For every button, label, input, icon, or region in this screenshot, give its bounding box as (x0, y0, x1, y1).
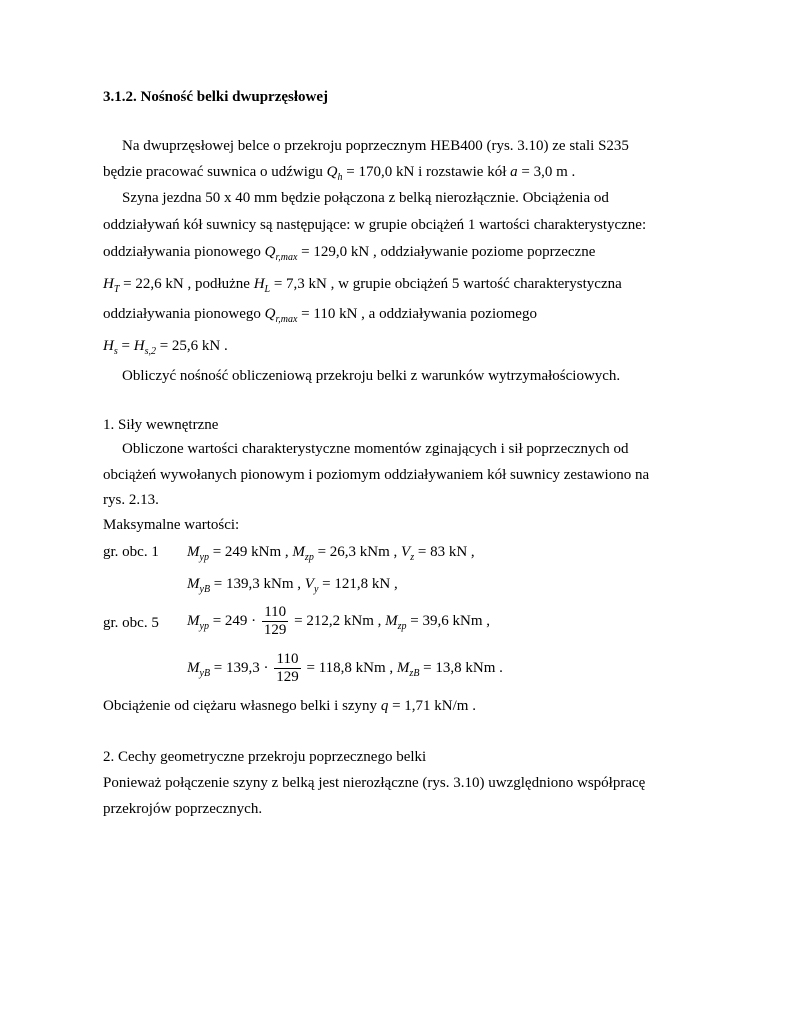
math-symbol: H (133, 338, 145, 354)
math-symbol: q (380, 698, 389, 714)
formula-line: $M_{yB} = 139,3$ · $\frac{110}{129}$ = 118,8 kNm , $M_{zB} = 13,8$ kNm . (187, 651, 503, 685)
fraction: $\frac{110}{129}$ (276, 651, 299, 685)
paragraph-line: oddziaływania pionowego $Q_{r,max} = 110$ kN , a oddziaływania poziomego (103, 306, 537, 325)
paragraph-line: Obliczone wartości charakterystyczne momentów zginających i sił poprzecznych od (122, 441, 629, 457)
paragraph-line: Obliczyć nośność obliczeniową przekroju belki z warunków wytrzymałościowych. (122, 368, 621, 384)
paragraph-line: będzie pracować suwnica o udźwigu $Q_h = 170,0$ kN i rozstawie kół a = 3,0 m . (103, 164, 576, 183)
math-symbol: Q (326, 164, 338, 180)
paragraph-line: oddziaływań kół suwnicy są następujące: w grupie obciążeń 1 wartości charakterystyczne: (103, 217, 647, 233)
paragraph-line: Ponieważ połączenie szyny z belką jest nierozłączne (rys. 3.10) uwzględniono współpracę (103, 775, 646, 791)
paragraph-line: $H_s = H_{s,2} = 25,6$ kN . (103, 338, 228, 357)
paragraph-line: rys. 2.13. (103, 492, 159, 508)
paragraph-line: oddziaływania pionowego $Q_{r,max} = 129,0$ kN , oddziaływanie poziome poprzeczne (103, 244, 596, 263)
section-title: 1. Siły wewnętrzne (103, 417, 219, 433)
paragraph-line: Obciążenie od ciężaru własnego belki i szyny q = 1,71 kN/m . (103, 698, 476, 714)
math-symbol: H (103, 338, 114, 354)
math-symbol: H (253, 276, 265, 292)
group-label: gr. obc. 5 (103, 615, 159, 631)
paragraph-line: $H_T = 22,6$ kN , podłużne $H_L = 7,3$ kN , w grupie obciążeń 5 wartość charakterystyczna (103, 276, 622, 295)
paragraph-line: przekrojów poprzecznych. (103, 801, 263, 817)
math-symbol: H (103, 276, 114, 292)
math-symbol: Q (264, 244, 276, 260)
paragraph-line: Na dwuprzęsłowej belce o przekroju poprzecznym HEB400 (rys. 3.10) ze stali S235 (122, 138, 629, 154)
formula-line: $M_{yB} = 139,3$ kNm , $V_y = 121,8$ kN , (187, 576, 398, 595)
paragraph-line: obciążeń wywołanych pionowym i poziomym oddziaływaniem kół suwnicy zestawiono na (103, 467, 650, 483)
formula-line: $M_{yp} = 249$ · $\frac{110}{129}$ = 212,2 kNm , $M_{zp} = 39,6$ kNm , (187, 604, 491, 638)
math-symbol: a (510, 164, 518, 180)
group-label: gr. obc. 1 (103, 544, 159, 560)
paragraph-line: Maksymalne wartości: (103, 517, 240, 533)
paragraph-line: Szyna jezdna 50 x 40 mm będzie połączona z belką nierozłącznie. Obciążenia od (122, 190, 609, 206)
section-heading: 3.1.2. Nośność belki dwuprzęsłowej (103, 89, 329, 105)
formula-line: $M_{yp} = 249$ kNm , $M_{zp} = 26,3$ kNm , $V_z = 83$ kN , (187, 544, 475, 563)
fraction: $\frac{110}{129}$ (263, 604, 287, 638)
section-title: 2. Cechy geometryczne przekroju poprzecznego belki (103, 749, 427, 765)
math-symbol: Q (264, 306, 276, 322)
